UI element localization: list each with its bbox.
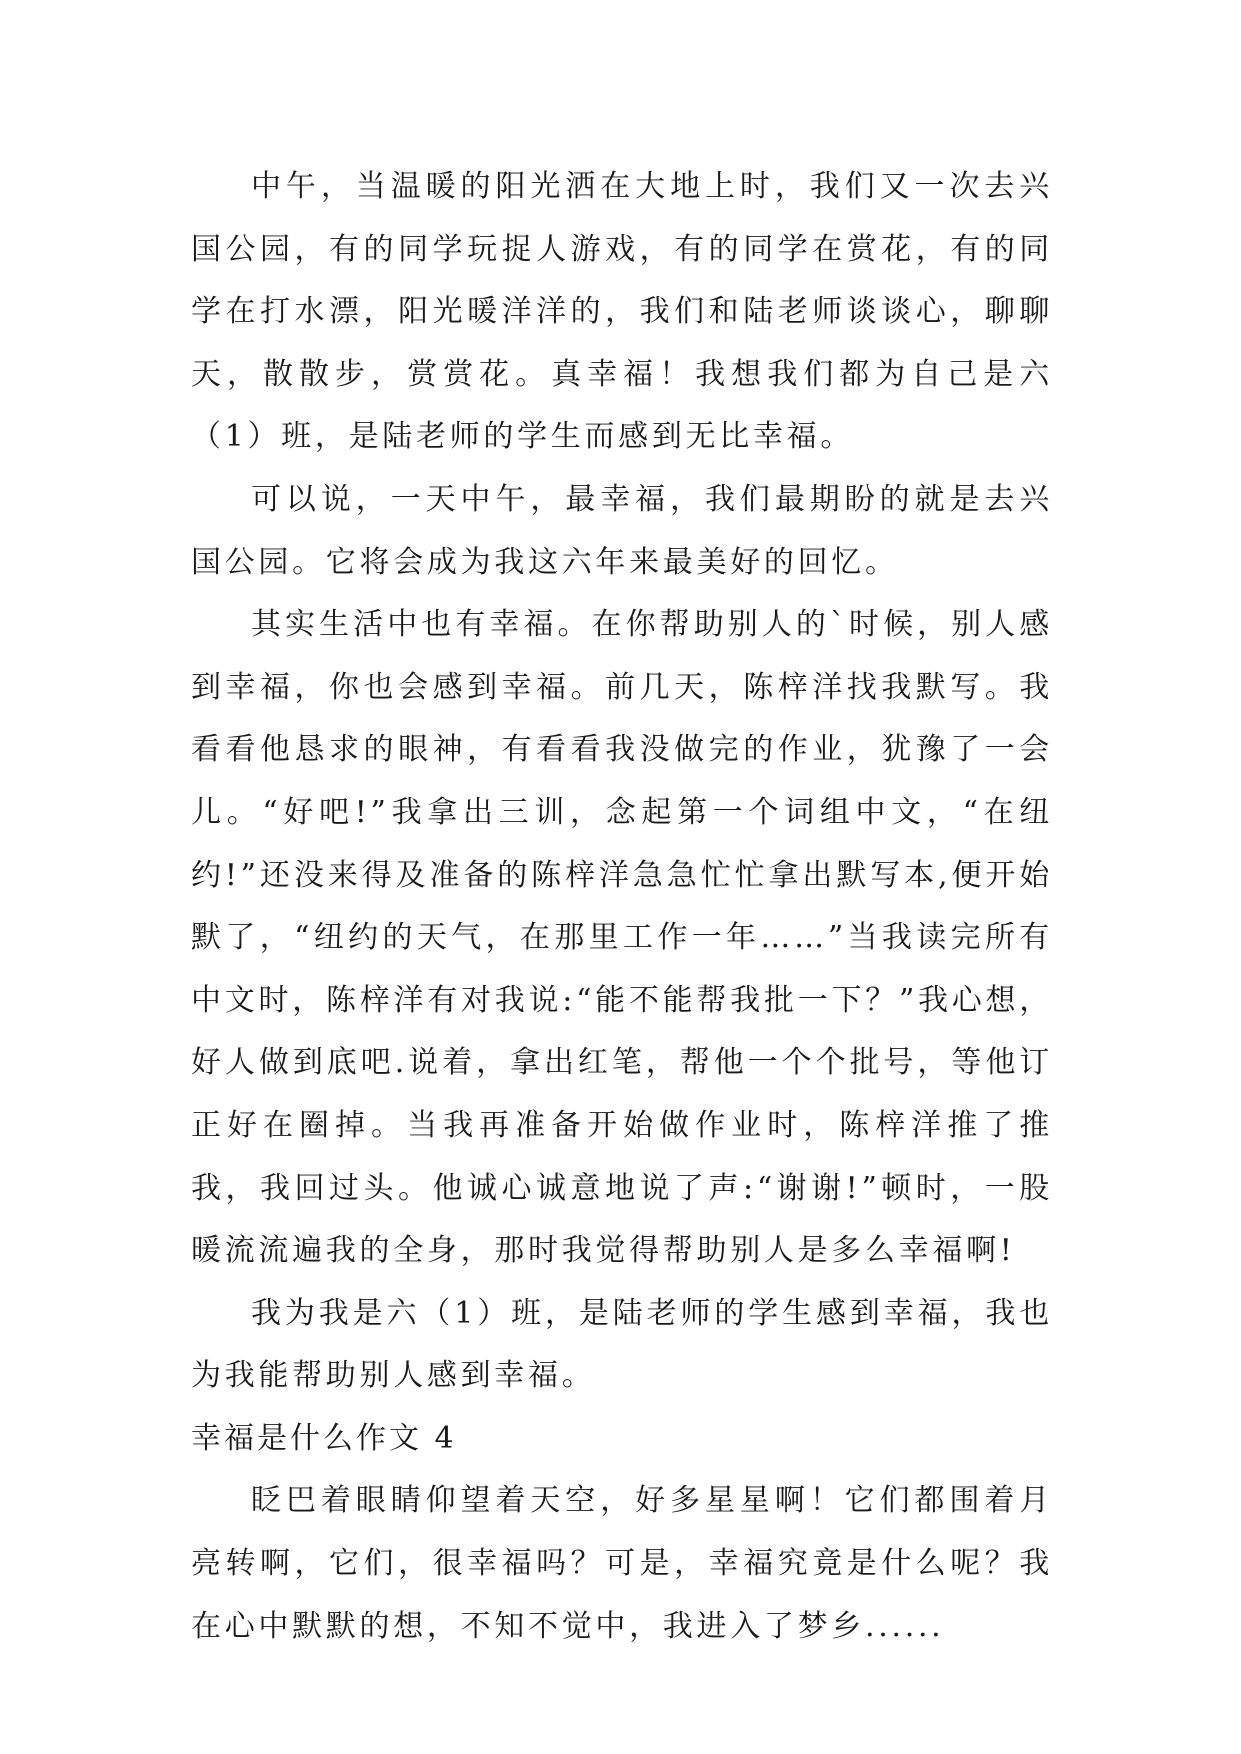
paragraph: 可以说，一天中午，最幸福，我们最期盼的就是去兴国公园。它将会成为我这六年来最美好的回忆。 — [191, 481, 1053, 580]
document-body — [191, 156, 1053, 1658]
section-heading: 幸福是什么作文 4 — [191, 1420, 457, 1456]
paragraph: 中午，当温暖的阳光洒在大地上时，我们又一次去兴国公园，有的同学玩捉人游戏，有的同学在赏花，有的同学在打水漂，阳光暖洋洋的，我们和陆老师谈谈心，聊聊天，散散步，赏赏花。真幸福！我想我们都为自己是六（1）班，是陆老师的学生而感到无比幸福。 — [191, 169, 1053, 455]
paragraph: 其实生活中也有幸福。在你帮助别人的`时候，别人感到幸福，你也会感到幸福。前几天，陈梓洋找我默写。我看看他恳求的眼神，有看看我没做完的作业，犹豫了一会儿。“好吧!”我拿出三训，念起第一个词组中文，“在纽约!”还没来得及准备的陈梓洋急急忙忙拿出默写本,便开始默了，“纽约的天气，在那里工作一年……”当我读完所有中文时，陈梓洋有对我说:“能不能帮我批一下？”我心想，好人做到底吧.说着，拿出红笔，帮他一个个批号，等他订正好在圈掉。当我再准备开始做作业时，陈梓洋推了推我，我回过头。他诚心诚意地说了声:“谢谢!”顿时，一股暖流流遍我的全身，那时我觉得帮助别人是多么幸福啊! — [191, 607, 1053, 1269]
paragraph: 眨巴着眼睛仰望着天空，好多星星啊！它们都围着月亮转啊，它们，很幸福吗？可是，幸福究竟是什么呢？我在心中默默的想，不知不觉中，我进入了梦乡...... — [191, 1483, 1053, 1644]
paragraph: 我为我是六（1）班，是陆老师的学生感到幸福，我也为我能帮助别人感到幸福。 — [191, 1295, 1053, 1394]
